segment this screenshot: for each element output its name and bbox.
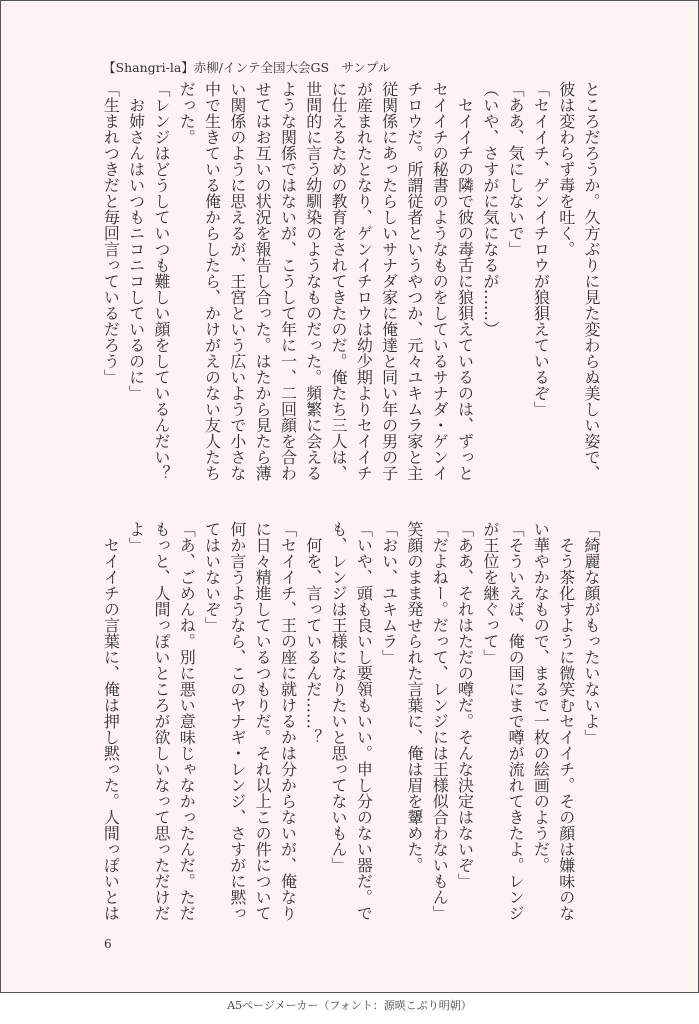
text-line: セイイチの隣で彼の毒舌に狼狽えているのは、ずっと	[455, 81, 475, 481]
text-line: てはいないぞ」	[202, 521, 222, 633]
text-line: 「ああ、気にしないで」	[506, 81, 526, 257]
text-line: もっと、人間っぽいところが欲しいなって思っただけだ	[151, 521, 171, 921]
text-line: ような関係ではないが、こうして年に一、二回顔を合わ	[278, 81, 298, 481]
text-line: 「おい、ユキムラ」	[379, 521, 399, 665]
text-line: い関係のように思えるが、王宮という広いようで小さな	[227, 81, 247, 481]
text-line: に仕えるための教育をされてきたのだ。俺たち三人は、	[329, 81, 349, 481]
text-line: セイイチの秘書のようなものをしているサナダ・ゲンイ	[430, 81, 450, 481]
text-line: 「ああ、それはただの噂だ。そんな決定はないぞ」	[455, 521, 475, 889]
text-line: 何を、言っているんだ……？	[303, 521, 323, 745]
text-line: 「セイイチ、王の座に就けるかは分からないが、俺なり	[278, 521, 298, 921]
footer-caption: A5ページメーカー（フォント：源暎こぶり明朝）	[227, 999, 472, 1012]
text-line: 「レンジはどうしていつも難しい顔をしているんだい？	[151, 81, 171, 481]
text-line: チロウだ。所謂従者というやつか、元々ユキムラ家と主	[404, 81, 424, 481]
text-block-top	[98, 81, 604, 486]
text-line: そう茶化すように微笑むセイイチ。その顔は嫌味のな	[556, 521, 576, 921]
text-block-bottom	[98, 521, 604, 926]
text-line: 従関係にあったらしいサナダ家に俺達と同い年の男の子	[379, 81, 399, 481]
page-number: 6	[104, 937, 112, 951]
text-line: が産まれたとなり、ゲンイチロウは幼少期よりセイイチ	[354, 81, 374, 481]
text-line: 「あ、ごめんね。別に悪い意味じゃなかったんだ。ただ	[177, 521, 197, 921]
text-line: 「生まれつきだと毎回言っているだろう」	[101, 81, 121, 385]
text-line: 彼は変わらず毒を吐く。	[556, 81, 576, 257]
text-line: 中で生きている俺からしたら、かけがえのない友人たち	[202, 81, 222, 481]
text-line: だった。	[177, 81, 197, 145]
text-line: 「セイイチ、ゲンイチロウが狼狽えているぞ」	[531, 81, 551, 417]
text-line: が王位を継ぐって」	[480, 521, 500, 665]
text-line: 笑顔のまま発せられた言葉に、俺は眉を顰めた。	[404, 521, 424, 873]
text-line: せてはお互いの状況を報告し合った。はたから見たら薄	[253, 81, 273, 481]
text-line: い華やかなもので、まるで一枚の絵画のようだ。	[531, 521, 551, 873]
text-line: お姉さんはいつもニコニコしているのに」	[126, 81, 146, 401]
text-line: 「だよねー。だって、レンジには王様似合わないもん」	[430, 521, 450, 921]
text-line: も、レンジは王様になりたいと思ってないもん」	[329, 521, 349, 873]
text-line: （いや、さすがに気になるが……）	[480, 81, 500, 337]
text-line: ところだろうか。久方ぶりに見た変わらぬ美しい姿で、	[582, 81, 601, 481]
text-line: セイイチの言葉に、俺は押し黙った。人間っぽいとは	[101, 521, 121, 921]
text-line: 「綺麗な顔がもったいないよ」	[582, 521, 601, 745]
text-line: 世間的に言う幼馴染のようなものだった。頻繁に会える	[303, 81, 323, 481]
text-line: よ」	[126, 521, 146, 553]
text-line: 何か言うようなら、このヤナギ・レンジ、さすがに黙っ	[227, 521, 247, 921]
text-line: に日々精進しているつもりだ。それ以上この件について	[253, 521, 273, 921]
page-header: 【Shangri-la】赤柳/インテ全国大会GS サンプル	[103, 60, 391, 75]
text-line: 「そういえば、俺の国にまで噂が流れてきたよ。レンジ	[506, 521, 526, 921]
text-line: 「いや、頭も良いし要領もいい。申し分のない器だ。で	[354, 521, 374, 921]
